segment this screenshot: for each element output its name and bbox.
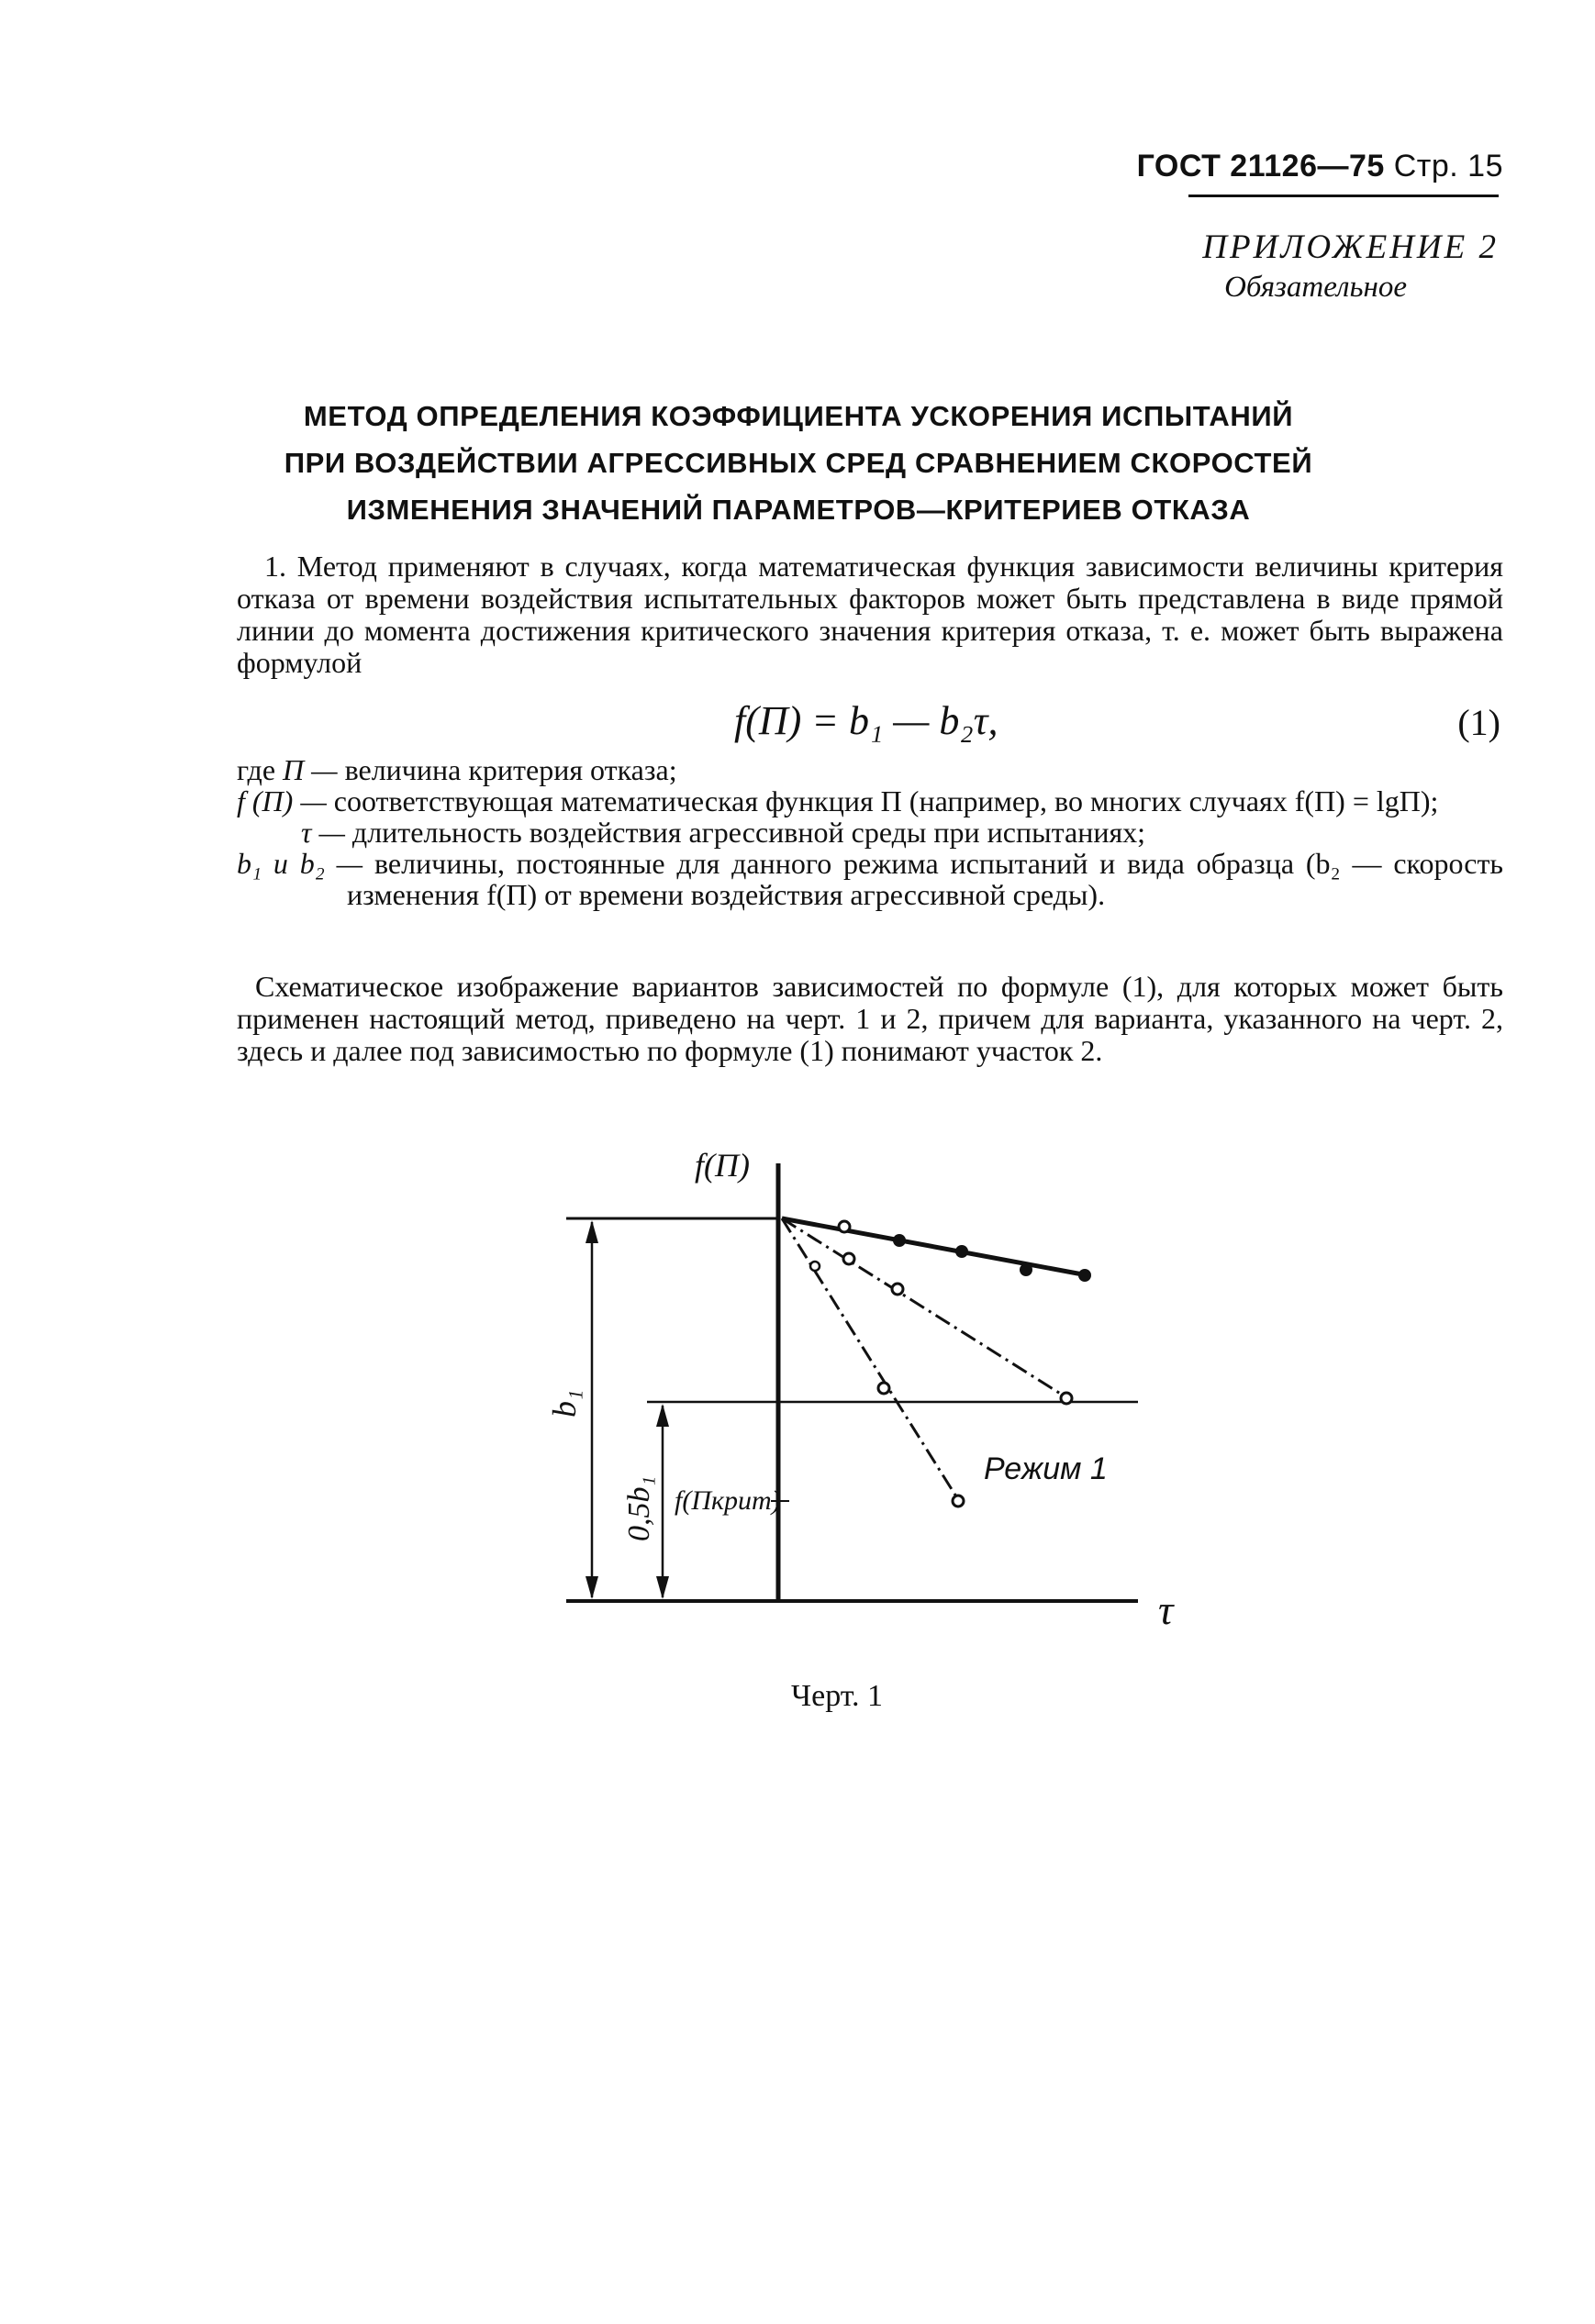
- data-point: [1061, 1393, 1072, 1404]
- page-number: Стр. 15: [1393, 149, 1503, 183]
- paragraph-1: 1. Метод применяют в случаях, когда математическая функция зависимости величины критерия отказа от времени воздействия испытательных факторов может быть представлена в виде прямой линии до момента достижения критического значения критерия отказа, т. е. может быть выражена формулой: [237, 550, 1503, 679]
- data-point: [893, 1234, 906, 1247]
- y-axis-label: f(П): [695, 1147, 750, 1184]
- x-axis-label: τ: [1158, 1586, 1174, 1633]
- series-line-steep: [782, 1218, 959, 1501]
- data-point: [892, 1284, 903, 1295]
- b1-label: b₁: [546, 1389, 583, 1418]
- appendix-status: Обязательное: [1224, 271, 1407, 304]
- definition-term: b₁ и b₂ —: [237, 847, 363, 880]
- title-line-2: ПРИ ВОЗДЕЙСТВИИ АГРЕССИВНЫХ СРЕД СРАВНЕНИЕМ СКОРОСТЕЙ: [284, 447, 1313, 479]
- data-point: [1078, 1269, 1091, 1282]
- arrowhead: [586, 1220, 598, 1243]
- title-line-3: ИЗМЕНЕНИЯ ЗНАЧЕНИЙ ПАРАМЕТРОВ—КРИТЕРИЕВ ОТКАЗА: [346, 494, 1251, 526]
- definition-term: τ —: [301, 816, 345, 849]
- definition-text: величина критерия отказа;: [344, 753, 677, 786]
- appendix-label: ПРИЛОЖЕНИЕ 2: [1202, 228, 1499, 266]
- data-point: [953, 1496, 964, 1507]
- data-point: [810, 1262, 820, 1271]
- definition-term: f (П) —: [237, 784, 327, 817]
- data-point: [839, 1221, 850, 1232]
- data-point: [843, 1253, 854, 1264]
- arrowhead: [586, 1576, 598, 1599]
- title-line-1: МЕТОД ОПРЕДЕЛЕНИЯ КОЭФФИЦИЕНТА УСКОРЕНИЯ ИСПЫТАНИЙ: [303, 400, 1294, 432]
- paragraph-2: Схематическое изображение вариантов зависимостей по формуле (1), для которых может быть применен настоящий метод, приведено на черт. 1 и 2, причем для варианта, указанного на черт. 2, здесь и далее под зависимостью по формуле (1) понимают участок 2.: [237, 970, 1503, 1067]
- definition-text: соответствующая математическая функция П (например, во многих случаях f(П) = lgП);: [333, 784, 1439, 817]
- where-word: где: [237, 753, 276, 786]
- data-point: [1020, 1263, 1032, 1276]
- mode-label: Режим 1: [984, 1451, 1108, 1486]
- figure-caption: Черт. 1: [791, 1679, 884, 1713]
- standard-number: ГОСТ 21126—75: [1136, 149, 1385, 183]
- arrowhead: [656, 1576, 669, 1599]
- definition-text: величины, постоянные для данного режима испытаний и вида образца (b₂ — скорость изменения f(П) от времени воздействия агрессивной среды).: [347, 847, 1504, 911]
- definition-term: П —: [283, 753, 338, 786]
- data-point: [955, 1245, 968, 1258]
- half-b1-label: 0,5b₁: [622, 1475, 656, 1541]
- data-point: [878, 1383, 889, 1394]
- fcrit-label: f(Пкрит): [675, 1485, 781, 1516]
- formula: f(П) = b₁ — b₂τ,: [734, 698, 998, 743]
- definition-text: длительность воздействия агрессивной среды при испытаниях;: [351, 816, 1146, 849]
- arrowhead: [656, 1404, 669, 1427]
- formula-number: (1): [1457, 702, 1500, 743]
